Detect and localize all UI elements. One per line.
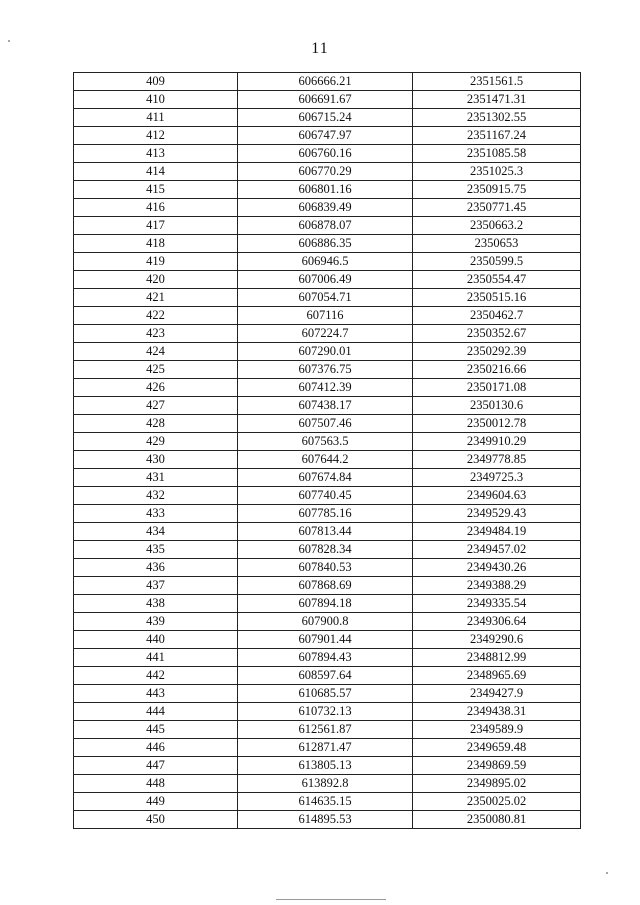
scan-speck bbox=[606, 872, 608, 874]
y-coordinate-cell: 2350462.7 bbox=[413, 307, 581, 325]
table-row bbox=[74, 631, 581, 649]
point-number-cell: 437 bbox=[74, 577, 238, 595]
x-coordinate-cell: 607290.01 bbox=[238, 343, 413, 361]
x-coordinate-cell: 607828.34 bbox=[238, 541, 413, 559]
x-coordinate-cell: 613892.8 bbox=[238, 775, 413, 793]
table-row bbox=[74, 163, 581, 181]
point-number-cell: 440 bbox=[74, 631, 238, 649]
table-row bbox=[74, 685, 581, 703]
x-coordinate-cell: 606946.5 bbox=[238, 253, 413, 271]
y-coordinate-cell: 2349484.19 bbox=[413, 523, 581, 541]
point-number-cell: 439 bbox=[74, 613, 238, 631]
y-coordinate-cell: 2351025.3 bbox=[413, 163, 581, 181]
y-coordinate-cell: 2350012.78 bbox=[413, 415, 581, 433]
table-row bbox=[74, 541, 581, 559]
bottom-rule bbox=[276, 899, 386, 900]
table-row bbox=[74, 775, 581, 793]
table-row bbox=[74, 739, 581, 757]
point-number-cell: 444 bbox=[74, 703, 238, 721]
point-number-cell: 438 bbox=[74, 595, 238, 613]
point-number-cell: 442 bbox=[74, 667, 238, 685]
point-number-cell: 427 bbox=[74, 397, 238, 415]
x-coordinate-cell: 607507.46 bbox=[238, 415, 413, 433]
x-coordinate-cell: 614895.53 bbox=[238, 811, 413, 829]
y-coordinate-cell: 2349910.29 bbox=[413, 433, 581, 451]
point-number-cell: 431 bbox=[74, 469, 238, 487]
y-coordinate-cell: 2349529.43 bbox=[413, 505, 581, 523]
point-number-cell: 426 bbox=[74, 379, 238, 397]
x-coordinate-cell: 607224.7 bbox=[238, 325, 413, 343]
table-row bbox=[74, 181, 581, 199]
x-coordinate-cell: 607868.69 bbox=[238, 577, 413, 595]
y-coordinate-cell: 2350915.75 bbox=[413, 181, 581, 199]
x-coordinate-cell: 607900.8 bbox=[238, 613, 413, 631]
x-coordinate-cell: 612871.47 bbox=[238, 739, 413, 757]
table-row bbox=[74, 469, 581, 487]
table-row bbox=[74, 523, 581, 541]
point-number-cell: 429 bbox=[74, 433, 238, 451]
x-coordinate-cell: 606666.21 bbox=[238, 73, 413, 91]
point-number-cell: 430 bbox=[74, 451, 238, 469]
table-row bbox=[74, 757, 581, 775]
point-number-cell: 418 bbox=[74, 235, 238, 253]
x-coordinate-cell: 607412.39 bbox=[238, 379, 413, 397]
y-coordinate-cell: 2350663.2 bbox=[413, 217, 581, 235]
y-coordinate-cell: 2349659.48 bbox=[413, 739, 581, 757]
table-row bbox=[74, 559, 581, 577]
point-number-cell: 445 bbox=[74, 721, 238, 739]
table-row bbox=[74, 325, 581, 343]
x-coordinate-cell: 607894.18 bbox=[238, 595, 413, 613]
x-coordinate-cell: 607563.5 bbox=[238, 433, 413, 451]
x-coordinate-cell: 607438.17 bbox=[238, 397, 413, 415]
y-coordinate-cell: 2350216.66 bbox=[413, 361, 581, 379]
table-row bbox=[74, 451, 581, 469]
point-number-cell: 422 bbox=[74, 307, 238, 325]
table-row bbox=[74, 667, 581, 685]
point-number-cell: 415 bbox=[74, 181, 238, 199]
table-row bbox=[74, 487, 581, 505]
x-coordinate-cell: 606839.49 bbox=[238, 199, 413, 217]
x-coordinate-cell: 607116 bbox=[238, 307, 413, 325]
page-number: 11 bbox=[311, 40, 329, 57]
x-coordinate-cell: 606760.16 bbox=[238, 145, 413, 163]
point-number-cell: 443 bbox=[74, 685, 238, 703]
point-number-cell: 425 bbox=[74, 361, 238, 379]
table-row bbox=[74, 289, 581, 307]
point-number-cell: 446 bbox=[74, 739, 238, 757]
x-coordinate-cell: 607740.45 bbox=[238, 487, 413, 505]
x-coordinate-cell: 607901.44 bbox=[238, 631, 413, 649]
x-coordinate-cell: 607674.84 bbox=[238, 469, 413, 487]
x-coordinate-cell: 614635.15 bbox=[238, 793, 413, 811]
x-coordinate-cell: 606878.07 bbox=[238, 217, 413, 235]
table-row bbox=[74, 433, 581, 451]
table-row bbox=[74, 73, 581, 91]
y-coordinate-cell: 2350025.02 bbox=[413, 793, 581, 811]
y-coordinate-cell: 2349589.9 bbox=[413, 721, 581, 739]
table-body bbox=[74, 73, 581, 829]
table-row bbox=[74, 793, 581, 811]
y-coordinate-cell: 2349430.26 bbox=[413, 559, 581, 577]
point-number-cell: 434 bbox=[74, 523, 238, 541]
y-coordinate-cell: 2350130.6 bbox=[413, 397, 581, 415]
point-number-cell: 409 bbox=[74, 73, 238, 91]
x-coordinate-cell: 608597.64 bbox=[238, 667, 413, 685]
point-number-cell: 433 bbox=[74, 505, 238, 523]
table-row bbox=[74, 109, 581, 127]
y-coordinate-cell: 2351471.31 bbox=[413, 91, 581, 109]
table-row bbox=[74, 361, 581, 379]
table-row bbox=[74, 91, 581, 109]
table-row bbox=[74, 577, 581, 595]
y-coordinate-cell: 2349438.31 bbox=[413, 703, 581, 721]
y-coordinate-cell: 2349457.02 bbox=[413, 541, 581, 559]
y-coordinate-cell: 2349306.64 bbox=[413, 613, 581, 631]
y-coordinate-cell: 2349290.6 bbox=[413, 631, 581, 649]
table-row bbox=[74, 127, 581, 145]
coordinates-table bbox=[73, 72, 581, 829]
x-coordinate-cell: 607376.75 bbox=[238, 361, 413, 379]
y-coordinate-cell: 2350653 bbox=[413, 235, 581, 253]
table-row bbox=[74, 253, 581, 271]
x-coordinate-cell: 606715.24 bbox=[238, 109, 413, 127]
y-coordinate-cell: 2348965.69 bbox=[413, 667, 581, 685]
point-number-cell: 435 bbox=[74, 541, 238, 559]
point-number-cell: 448 bbox=[74, 775, 238, 793]
y-coordinate-cell: 2350080.81 bbox=[413, 811, 581, 829]
scan-speck bbox=[8, 40, 10, 42]
point-number-cell: 424 bbox=[74, 343, 238, 361]
y-coordinate-cell: 2351561.5 bbox=[413, 73, 581, 91]
y-coordinate-cell: 2350771.45 bbox=[413, 199, 581, 217]
table-row bbox=[74, 343, 581, 361]
y-coordinate-cell: 2350554.47 bbox=[413, 271, 581, 289]
point-number-cell: 413 bbox=[74, 145, 238, 163]
point-number-cell: 412 bbox=[74, 127, 238, 145]
point-number-cell: 410 bbox=[74, 91, 238, 109]
x-coordinate-cell: 607644.2 bbox=[238, 451, 413, 469]
x-coordinate-cell: 607840.53 bbox=[238, 559, 413, 577]
x-coordinate-cell: 607785.16 bbox=[238, 505, 413, 523]
point-number-cell: 428 bbox=[74, 415, 238, 433]
y-coordinate-cell: 2349725.3 bbox=[413, 469, 581, 487]
x-coordinate-cell: 612561.87 bbox=[238, 721, 413, 739]
table-row bbox=[74, 379, 581, 397]
point-number-cell: 417 bbox=[74, 217, 238, 235]
table-row bbox=[74, 235, 581, 253]
y-coordinate-cell: 2349869.59 bbox=[413, 757, 581, 775]
point-number-cell: 411 bbox=[74, 109, 238, 127]
y-coordinate-cell: 2349604.63 bbox=[413, 487, 581, 505]
x-coordinate-cell: 607813.44 bbox=[238, 523, 413, 541]
y-coordinate-cell: 2348812.99 bbox=[413, 649, 581, 667]
table-row bbox=[74, 397, 581, 415]
point-number-cell: 432 bbox=[74, 487, 238, 505]
point-number-cell: 423 bbox=[74, 325, 238, 343]
x-coordinate-cell: 613805.13 bbox=[238, 757, 413, 775]
table-row bbox=[74, 703, 581, 721]
x-coordinate-cell: 606886.35 bbox=[238, 235, 413, 253]
x-coordinate-cell: 607894.43 bbox=[238, 649, 413, 667]
table-row bbox=[74, 721, 581, 739]
table-row bbox=[74, 199, 581, 217]
table-row bbox=[74, 811, 581, 829]
table-row bbox=[74, 595, 581, 613]
x-coordinate-cell: 610732.13 bbox=[238, 703, 413, 721]
x-coordinate-cell: 610685.57 bbox=[238, 685, 413, 703]
point-number-cell: 447 bbox=[74, 757, 238, 775]
y-coordinate-cell: 2350352.67 bbox=[413, 325, 581, 343]
table-row bbox=[74, 613, 581, 631]
y-coordinate-cell: 2349388.29 bbox=[413, 577, 581, 595]
y-coordinate-cell: 2349427.9 bbox=[413, 685, 581, 703]
y-coordinate-cell: 2351302.55 bbox=[413, 109, 581, 127]
point-number-cell: 436 bbox=[74, 559, 238, 577]
y-coordinate-cell: 2349335.54 bbox=[413, 595, 581, 613]
point-number-cell: 421 bbox=[74, 289, 238, 307]
y-coordinate-cell: 2350292.39 bbox=[413, 343, 581, 361]
y-coordinate-cell: 2349778.85 bbox=[413, 451, 581, 469]
table-row bbox=[74, 415, 581, 433]
y-coordinate-cell: 2350171.08 bbox=[413, 379, 581, 397]
y-coordinate-cell: 2350515.16 bbox=[413, 289, 581, 307]
x-coordinate-cell: 606770.29 bbox=[238, 163, 413, 181]
table-row bbox=[74, 307, 581, 325]
point-number-cell: 441 bbox=[74, 649, 238, 667]
x-coordinate-cell: 606801.16 bbox=[238, 181, 413, 199]
table-row bbox=[74, 271, 581, 289]
table-row bbox=[74, 649, 581, 667]
point-number-cell: 449 bbox=[74, 793, 238, 811]
y-coordinate-cell: 2350599.5 bbox=[413, 253, 581, 271]
y-coordinate-cell: 2351085.58 bbox=[413, 145, 581, 163]
table-row bbox=[74, 217, 581, 235]
x-coordinate-cell: 607006.49 bbox=[238, 271, 413, 289]
point-number-cell: 450 bbox=[74, 811, 238, 829]
x-coordinate-cell: 606747.97 bbox=[238, 127, 413, 145]
point-number-cell: 416 bbox=[74, 199, 238, 217]
point-number-cell: 414 bbox=[74, 163, 238, 181]
x-coordinate-cell: 606691.67 bbox=[238, 91, 413, 109]
x-coordinate-cell: 607054.71 bbox=[238, 289, 413, 307]
point-number-cell: 420 bbox=[74, 271, 238, 289]
y-coordinate-cell: 2349895.02 bbox=[413, 775, 581, 793]
point-number-cell: 419 bbox=[74, 253, 238, 271]
y-coordinate-cell: 2351167.24 bbox=[413, 127, 581, 145]
table-row bbox=[74, 505, 581, 523]
table-row bbox=[74, 145, 581, 163]
